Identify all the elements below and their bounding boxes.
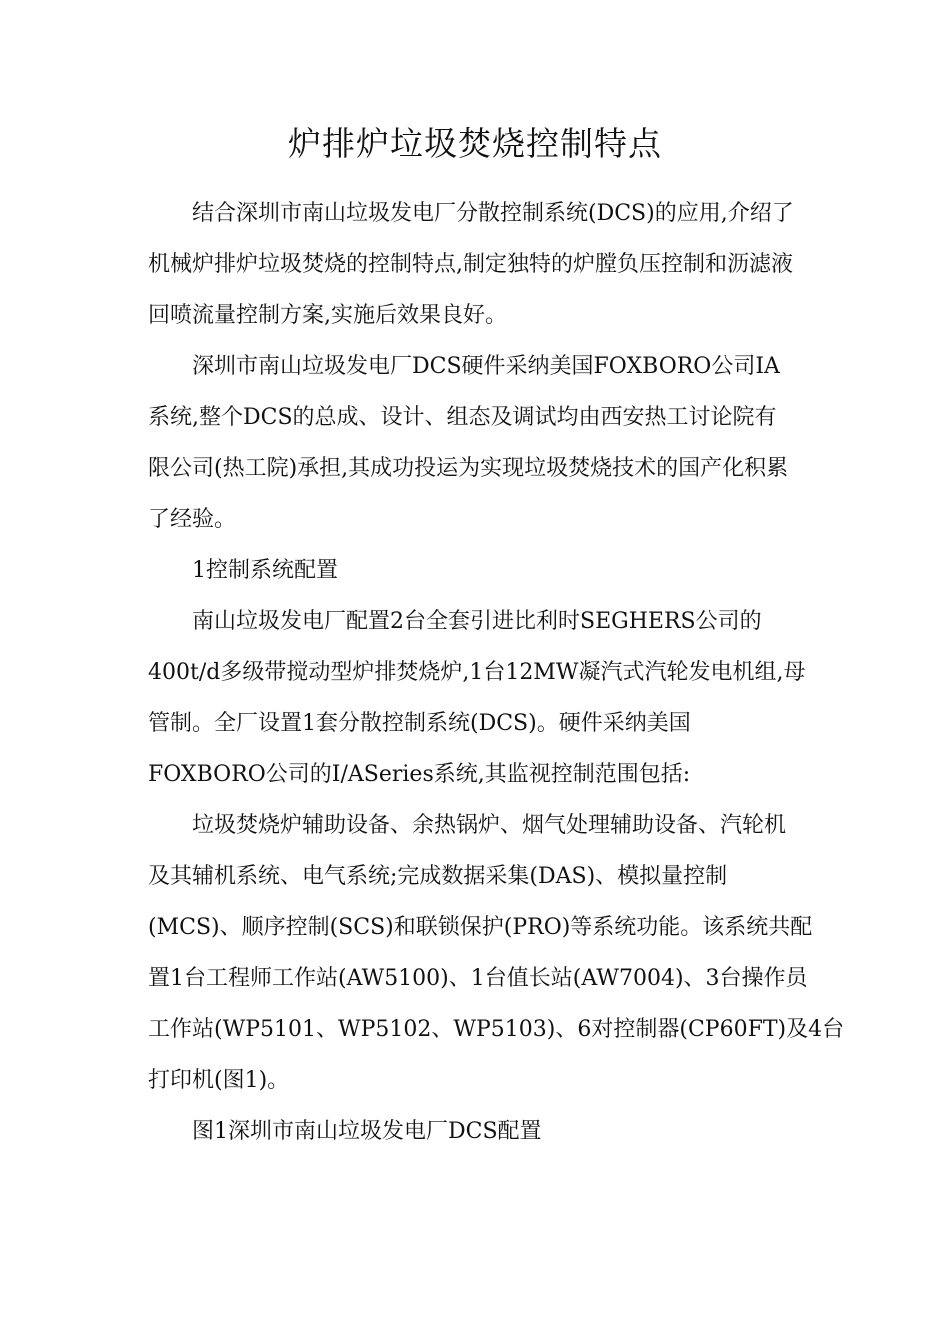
paragraph-4-line-5: 工作站(WP5101、WP5102、WP5103)、6对控制器(CP60FT)及4台 <box>148 1017 845 1042</box>
paragraph-2-line-1: 深圳市南山垃圾发电厂DCS硬件采纳美国FOXBORO公司IA <box>192 354 780 379</box>
section-heading: 1控制系统配置 <box>192 558 338 583</box>
paragraph-1-line-2: 机械炉排炉垃圾焚烧的控制特点,制定独特的炉膛负压控制和沥滤液 <box>148 252 793 277</box>
paragraph-4-line-4: 置1台工程师工作站(AW5100)、1台值长站(AW7004)、3台操作员 <box>148 966 808 991</box>
paragraph-1-line-1: 结合深圳市南山垃圾发电厂分散控制系统(DCS)的应用,介绍了 <box>192 201 794 226</box>
paragraph-3-line-1: 南山垃圾发电厂配置2台全套引进比利时SEGHERS公司的 <box>192 609 762 634</box>
figure-caption: 图1深圳市南山垃圾发电厂DCS配置 <box>192 1119 542 1144</box>
paragraph-2-line-4: 了经验。 <box>148 507 237 532</box>
paragraph-3-line-3: 管制。全厂设置1套分散控制系统(DCS)。硬件采纳美国 <box>148 711 691 736</box>
paragraph-1-line-3: 回喷流量控制方案,实施后效果良好。 <box>148 303 507 328</box>
paragraph-2-line-3: 限公司(热工院)承担,其成功投运为实现垃圾焚烧技术的国产化积累 <box>148 456 789 481</box>
paragraph-4-line-6: 打印机(图1)。 <box>148 1068 290 1093</box>
paragraph-4-line-1: 垃圾焚烧炉辅助设备、余热锅炉、烟气处理辅助设备、汽轮机 <box>192 813 787 838</box>
paragraph-3-line-2: 400t/d多级带搅动型炉排焚烧炉,1台12MW凝汽式汽轮发电机组,母 <box>148 660 806 685</box>
document-body <box>148 194 845 1163</box>
paragraph-4-line-3: (MCS)、顺序控制(SCS)和联锁保护(PRO)等系统功能。该系统共配 <box>148 915 813 940</box>
paragraph-3-line-4: FOXBORO公司的I/ASeries系统,其监视控制范围包括: <box>148 762 691 787</box>
paragraph-4-line-2: 及其辅机系统、电气系统;完成数据采集(DAS)、模拟量控制 <box>148 864 728 889</box>
document-title: 炉排炉垃圾焚烧控制特点 <box>288 124 662 163</box>
paragraph-2-line-2: 系统,整个DCS的总成、设计、组态及调试均由西安热工讨论院有 <box>148 405 777 430</box>
